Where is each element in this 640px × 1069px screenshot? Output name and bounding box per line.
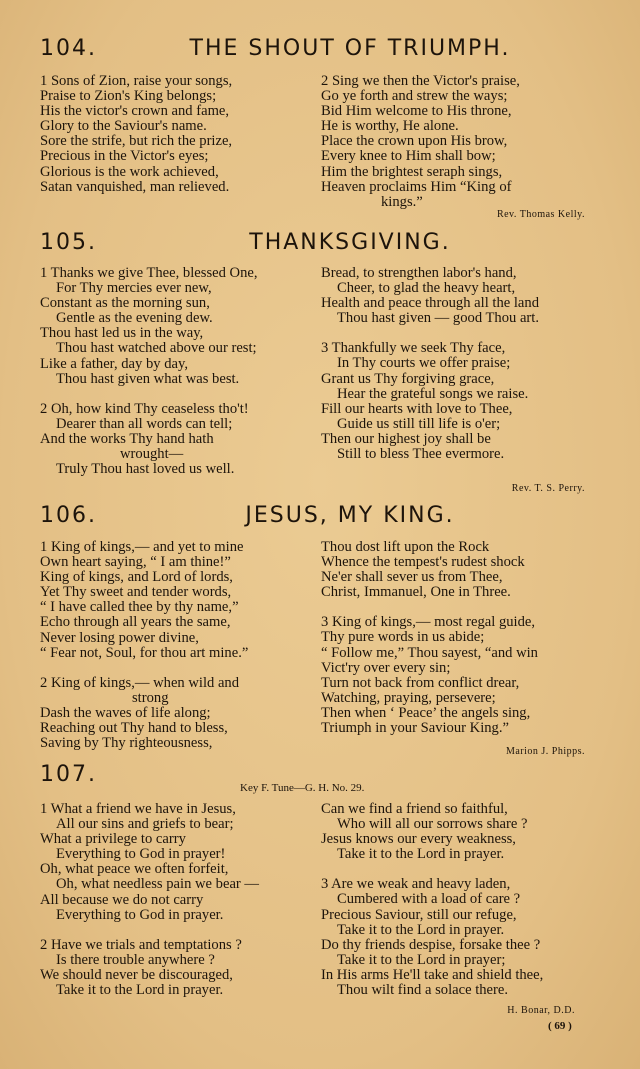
verse-line: 3 Thankfully we seek Thy face, [321, 340, 506, 357]
verse-line: He is worthy, He alone. [321, 118, 459, 135]
verse-line: 2 Have we trials and temptations ? [40, 936, 242, 953]
verse-line: Can we find a friend so faithful, [321, 801, 508, 817]
verse-line: Turn not back from conflict drear, [321, 674, 520, 691]
hymn-number: 104. [40, 36, 97, 61]
verse-line: 2 Oh, how kind Thy ceaseless tho't! [40, 400, 249, 417]
verse-line: Thou hast given what was best. [56, 370, 240, 387]
verse-line: Sore the strife, but rich the prize, [40, 133, 233, 150]
verse-line: Cumbered with a load of care ? [337, 891, 521, 908]
hymn-author: Rev. T. S. Perry. [511, 483, 585, 494]
verse-line: Health and peace through all the land [321, 295, 540, 312]
hymn-verse-column-right [321, 266, 606, 462]
verse-line: Truly Thou hast loved us well. [56, 461, 235, 478]
verse-line: Watching, praying, persevere; [321, 689, 496, 706]
verse-line: Oh, what peace we often forfeit, [40, 861, 229, 878]
verse-line: Take it to the Lord in prayer. [337, 846, 505, 863]
verse-line: Reaching out Thy hand to bless, [40, 720, 228, 737]
verse-line: Triumph in your Saviour King.” [321, 720, 509, 737]
verse-line: Glorious is the work achieved, [40, 163, 219, 180]
verse-line: Constant as the morning sun, [40, 295, 210, 312]
verse-line: “ I have called thee by thy name,” [40, 599, 239, 616]
hymn-number: 107. [40, 762, 97, 787]
verse-line: In His arms He'll take and shield thee, [321, 966, 544, 983]
verse-line: Yet Thy sweet and tender words, [40, 584, 232, 601]
verse-line: Thou wilt find a solace there. [337, 982, 509, 999]
verse-line: 1 Sons of Zion, raise your songs, [40, 73, 233, 89]
verse-line: “ Fear not, Soul, for thou art mine.” [40, 644, 249, 661]
verse-line: “ Follow me,” Thou sayest, “and win [321, 644, 538, 661]
verse-line: Thy pure words in us abide; [321, 629, 485, 646]
verse-line: What a privilege to carry [40, 831, 186, 848]
verse-line: Heaven proclaims Him “King of [321, 178, 512, 195]
hymn-verse-column-right [321, 802, 606, 998]
hymn-number: 105. [40, 230, 97, 255]
verse-line: Place the crown upon His brow, [321, 133, 508, 150]
verse-line: 1 Thanks we give Thee, blessed One, [40, 265, 258, 281]
verse-line: Whence the tempest's rudest shock [321, 554, 525, 571]
verse-line: 2 King of kings,— when wild and [40, 674, 240, 691]
verse-line: Thou hast watched above our rest; [56, 340, 257, 357]
page-number: ( 69 ) [548, 1020, 572, 1032]
hymn-title: JESUS, MY KING. [245, 503, 455, 528]
hymn-verse-column-left [40, 266, 325, 477]
verse-line: Thou hast led us in the way, [40, 325, 204, 342]
verse-line: For Thy mercies ever new, [56, 280, 212, 297]
verse-line: strong [132, 689, 169, 706]
hymn-verse-column-right [321, 540, 606, 736]
verse-line: Every knee to Him shall bow; [321, 148, 496, 165]
verse-line: Fill our hearts with love to Thee, [321, 400, 513, 417]
verse-line: Gentle as the evening dew. [56, 310, 213, 327]
verse-line: 2 Sing we then the Victor's praise, [321, 73, 520, 89]
verse-line: And the works Thy hand hath [40, 430, 214, 447]
verse-line: Ne'er shall sever us from Thee, [321, 569, 503, 586]
verse-line: His the victor's crown and fame, [40, 103, 230, 120]
verse-line: Thou hast given — good Thou art. [337, 310, 539, 327]
verse-line: Dash the waves of life along; [40, 704, 211, 721]
verse-line: Glory to the Saviour's name. [40, 118, 207, 135]
verse-line: In Thy courts we offer praise; [337, 355, 511, 372]
verse-line: Oh, what needless pain we bear — [56, 876, 260, 893]
hymn-verse-column-left [40, 802, 325, 998]
verse-line: Bread, to strengthen labor's hand, [321, 265, 517, 281]
verse-line: Praise to Zion's King belongs; [40, 88, 217, 105]
verse-line: wrought— [120, 446, 184, 463]
hymn-number: 106. [40, 503, 97, 528]
verse-line: Echo through all years the same, [40, 614, 231, 631]
verse-line: Own heart saying, “ I am thine!” [40, 554, 231, 571]
verse-line: Is there trouble anywhere ? [56, 951, 215, 968]
hymn-title: THE SHOUT OF TRIUMPH. [189, 36, 511, 61]
verse-line: 1 King of kings,— and yet to mine [40, 539, 244, 555]
verse-line: Saving by Thy righteousness, [40, 735, 213, 752]
verse-line: 3 Are we weak and heavy laden, [321, 876, 511, 893]
hymn-title: THANKSGIVING. [249, 230, 451, 255]
verse-line: Dearer than all words can tell; [56, 415, 233, 432]
verse-line: Like a father, day by day, [40, 355, 188, 372]
verse-line: Then when ‘ Peace’ the angels sing, [321, 704, 531, 721]
hymn-verse-column-left [40, 74, 325, 195]
verse-line: Everything to God in prayer. [56, 906, 224, 923]
verse-line: Satan vanquished, man relieved. [40, 178, 230, 195]
hymn-author: Marion J. Phipps. [505, 746, 585, 757]
hymn-verse-column-right [321, 74, 606, 210]
hymn-tune-info: Key F. Tune—G. H. No. 29. [240, 782, 365, 794]
verse-line: Take it to the Lord in prayer; [337, 951, 506, 968]
verse-line: Still to bless Thee evermore. [337, 446, 505, 463]
verse-line: Bid Him welcome to His throne, [321, 103, 512, 120]
verse-line: 3 King of kings,— most regal guide, [321, 614, 536, 631]
verse-line: We should never be discouraged, [40, 966, 233, 983]
verse-line: Go ye forth and strew the ways; [321, 88, 508, 105]
verse-line: Do thy friends despise, forsake thee ? [321, 936, 541, 953]
verse-line: Cheer, to glad the heavy heart, [337, 280, 516, 297]
hymn-author: H. Bonar, D.D. [507, 1005, 575, 1016]
verse-line: kings.” [381, 193, 423, 210]
verse-line: Precious Saviour, still our refuge, [321, 906, 517, 923]
verse-line: Jesus knows our every weakness, [321, 831, 516, 848]
verse-line: Who will all our sorrows share ? [337, 816, 528, 833]
verse-line: Him the brightest seraph sings, [321, 163, 503, 180]
verse-line: All because we do not carry [40, 891, 204, 908]
verse-line: Never losing power divine, [40, 629, 199, 646]
verse-line: Precious in the Victor's eyes; [40, 148, 209, 165]
verse-line: All our sins and griefs to bear; [56, 816, 234, 833]
verse-line: Take it to the Lord in prayer. [56, 982, 224, 999]
verse-line: 1 What a friend we have in Jesus, [40, 801, 236, 817]
verse-line: Grant us Thy forgiving grace, [321, 370, 495, 387]
verse-line: Vict'ry over every sin; [321, 659, 451, 676]
verse-line: King of kings, and Lord of lords, [40, 569, 233, 586]
verse-line: Hear the grateful songs we raise. [337, 385, 529, 402]
verse-line: Christ, Immanuel, One in Three. [321, 584, 511, 601]
verse-line: Take it to the Lord in prayer. [337, 921, 505, 938]
verse-line: Everything to God in prayer! [56, 846, 226, 863]
hymn-author: Rev. Thomas Kelly. [496, 209, 585, 220]
verse-line: Guide us still till life is o'er; [337, 415, 501, 432]
verse-line: Thou dost lift upon the Rock [321, 539, 490, 555]
verse-line: Then our highest joy shall be [321, 430, 491, 447]
hymn-verse-column-left [40, 540, 325, 751]
